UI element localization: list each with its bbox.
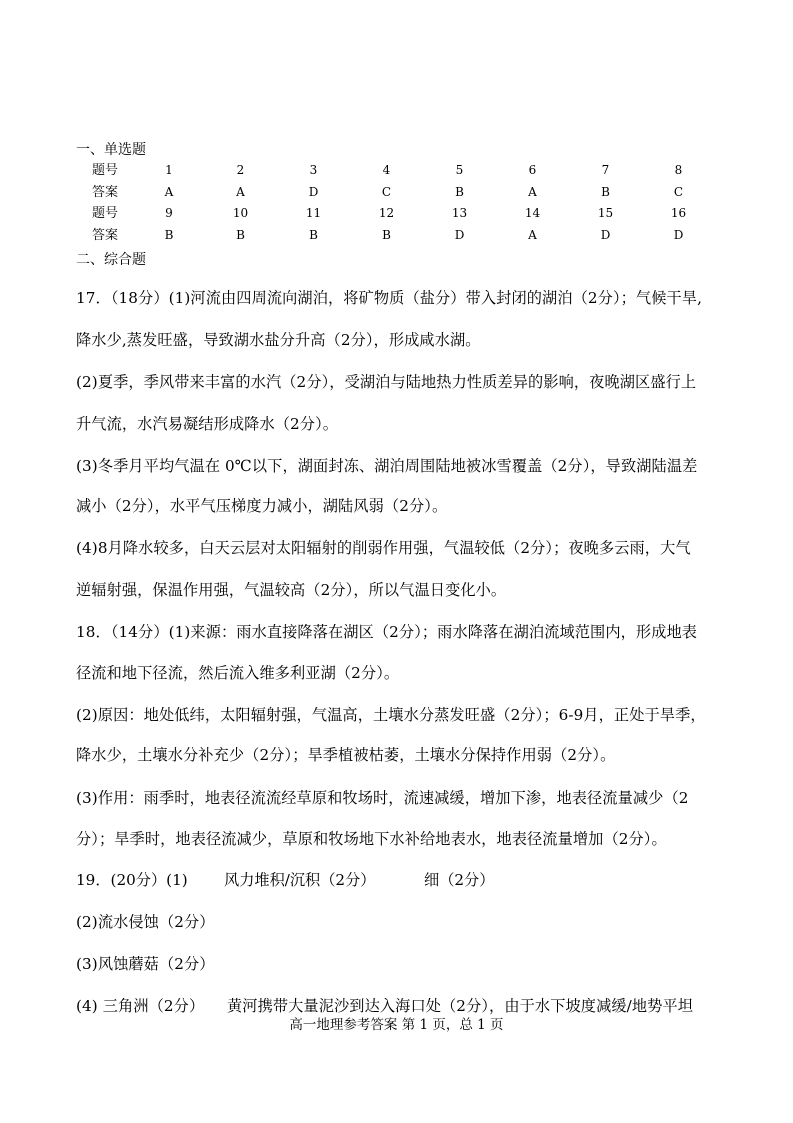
table-cell: 14: [524, 206, 541, 220]
table-cell: D: [454, 227, 465, 242]
table-cell: C: [381, 184, 392, 199]
answer-table: [76, 160, 715, 246]
table-cell: A: [528, 184, 537, 199]
q19-part4b: 黄河携带大量泥沙到达入海口处（2分），由于水下坡度减缓/地势平坦: [227, 997, 694, 1015]
q19-part2: 细（2分）: [424, 871, 495, 889]
answer-line: (3)风蚀蘑菇（2分）: [76, 955, 215, 973]
answer-line: 径流和地下径流，然后流入维多利亚湖（2分）。: [76, 664, 400, 682]
table-row-answers-1: [76, 182, 715, 204]
table-cell: B: [455, 184, 464, 199]
table-cell: 8: [674, 163, 683, 177]
section-title-single-choice: 一、单选题: [76, 142, 146, 158]
answer-line: (2)原因：地处低纬，太阳辐射强，气温高，土壤水分蒸发旺盛（2分）；6-9月，正处于旱季，: [76, 706, 706, 724]
table-cell: 13: [451, 206, 468, 220]
answer-line: 分）；旱季时，地表径流减少，草原和牧场地下水补给地表水，地表径流量增加（2分）。: [76, 830, 667, 848]
page-footer: 高一地理参考答案 第 1 页，总 1 页: [289, 1017, 504, 1033]
table-cell: 6: [528, 163, 537, 177]
table-cell: A: [236, 184, 245, 199]
table-cell: A: [528, 227, 537, 242]
answer-line: (3)作用：雨季时，地表径流流经草原和牧场时，流速减缓，增加下渗，地表径流量减少（2: [76, 789, 689, 807]
table-cell: 1: [165, 163, 173, 177]
row-label-question: 题号: [91, 206, 118, 221]
table-cell: A: [164, 184, 174, 199]
table-cell: B: [236, 227, 245, 242]
table-cell: 2: [236, 163, 245, 177]
table-row-answers-2: [76, 225, 715, 247]
table-cell: 16: [670, 206, 687, 220]
answer-line: (2)流水侵蚀（2分）: [76, 913, 215, 931]
table-cell: 3: [309, 163, 318, 177]
table-row-question-numbers-2: [76, 203, 715, 225]
table-cell: B: [164, 227, 174, 242]
answer-line: 17．（18分）(1)河流由四周流向湖泊，将矿物质（盐分）带入封闭的湖泊（2分）；气候干旱,: [76, 289, 702, 307]
table-cell: B: [382, 227, 391, 242]
answer-line: (4)8月降水较多，白天云层对太阳辐射的削弱作用强，气温较低（2分）；夜晚多云雨，大气: [76, 539, 691, 557]
table-cell: B: [309, 227, 318, 242]
row-label-question: 题号: [91, 163, 118, 178]
answer-line: 升气流，水汽易凝结形成降水（2分）。: [76, 415, 339, 433]
table-cell: 12: [378, 206, 395, 220]
q19-head: 19．(20分）(1): [76, 871, 188, 889]
table-cell: 4: [382, 163, 391, 177]
answer-line: (3)冬季月平均气温在 0℃以下，湖面封冻、湖泊周围陆地被冰雪覆盖（2分），导致湖陆温差: [76, 457, 698, 475]
answer-line: 18．（14分）(1)来源：雨水直接降落在湖区（2分）；雨水降落在湖泊流域范围内，形成地表: [76, 623, 698, 641]
q19-part4a: (4) 三角洲（2分）: [76, 997, 205, 1015]
table-cell: 10: [232, 206, 249, 220]
table-cell: 11: [305, 206, 322, 220]
table-cell: 5: [455, 163, 464, 177]
table-cell: B: [601, 184, 610, 199]
q19-part1: 风力堆积/沉积（2分）: [224, 871, 376, 889]
table-row-question-numbers-1: [76, 160, 715, 182]
table-cell: 9: [165, 206, 173, 220]
section-title-comprehensive: 二、综合题: [76, 252, 146, 268]
answer-line: 降水少，土壤水分补充少（2分）；旱季植被枯萎，土壤水分保持作用弱（2分）。: [76, 746, 616, 764]
table-cell: D: [600, 227, 611, 242]
answer-line: (2)夏季，季风带来丰富的水汽（2分），受湖泊与陆地热力性质差异的影响，夜晚湖区盛行上: [76, 373, 697, 391]
row-label-answer: 答案: [91, 227, 118, 243]
answer-line: 降水少,蒸发旺盛，导致湖水盐分升高（2分），形成咸水湖。: [76, 331, 481, 349]
answer-line: 逆辐射强，保温作用强，气温较高（2分），所以气温日变化小。: [76, 581, 507, 599]
table-cell: D: [308, 184, 319, 199]
q19-part1-line: [76, 870, 494, 890]
table-cell: D: [673, 227, 684, 242]
table-cell: 15: [597, 206, 614, 220]
answer-line: 减小（2分），水平气压梯度力减小，湖陆风弱（2分）。: [76, 497, 448, 515]
q19-part4-line: [76, 996, 693, 1016]
row-label-answer: 答案: [91, 184, 118, 200]
table-cell: C: [673, 184, 684, 199]
table-cell: 7: [601, 163, 610, 177]
